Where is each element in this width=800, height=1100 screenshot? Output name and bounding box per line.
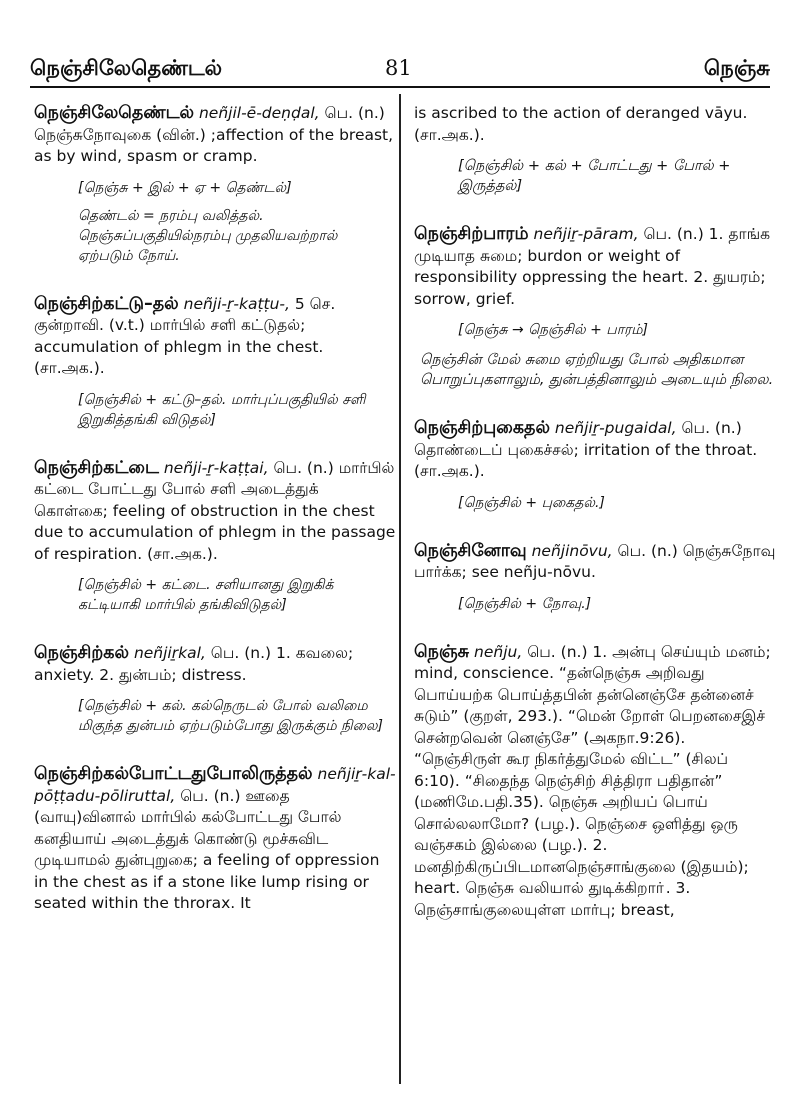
entry-headword: நெஞ்சினோவு	[414, 540, 527, 561]
page-header	[0, 0, 800, 92]
entry-etymology: [நெஞ்சில் + கட்டை. சளியானது இறுகிக் கட்டியாகி மார்பில் தங்கிவிடுதல்]	[78, 577, 334, 613]
left-column	[34, 103, 396, 1088]
entry-note: தெண்டல் = நரம்பு வலித்தல். நெஞ்சுப்பகுதியில்நரம்பு முதலியவற்றால் ஏற்படும் நோய்.	[78, 207, 338, 264]
entry-transliteration: neñjil-ē-deṇḍal,	[198, 104, 320, 122]
entry-headword: நெஞ்சிற்கல்போட்டதுபோலிருத்தல்	[34, 764, 313, 784]
entry-transliteration: neñjiṟ-pāram,	[533, 225, 639, 243]
entry-definition: பெ. (n.) மார்பில் கட்டை போட்டது போல் சளி அடைத்துக் கொள்கை; feeling of obstruction in the chest due to accumulation of phlegm in the passage of respiration. (சா.அக.).	[34, 458, 396, 563]
entry-headword: நெஞ்சிலேதெண்டல்	[34, 103, 195, 123]
dictionary-entry	[34, 294, 396, 430]
entry-transliteration: neñjiṟ-pugaidal,	[554, 419, 677, 437]
column-divider	[399, 94, 401, 1084]
entry-transliteration: neñji-ṟ-kaṭṭu-,	[183, 294, 290, 313]
entry-definition: பெ. (n.) ஊதை (வாயு)வினால் மார்பில் கல்போட்டது போல் கனதியாய் அடைத்துக் கொண்டு மூச்சுவிட முடியாமல் துன்புறுகை; a feeling of oppression in the chest as if a stone like lump rising or seated within the throrax. It	[34, 786, 380, 912]
entry-definition: பெ. (n.) 1. தாங்க முடியாத சுமை; burdon or weight of responsibility oppressing the heart. 2. துயரம்; sorrow, grief.	[414, 225, 771, 308]
entry-headword: நெஞ்சிற்புகைதல்	[414, 418, 550, 438]
entry-transliteration: neñjiṟkal,	[133, 644, 206, 662]
dictionary-entry	[34, 643, 396, 736]
entry-etymology: [நெஞ்சில் + கல் + போட்டது + போல் + இருத்தல்]	[458, 158, 731, 194]
dictionary-entry	[414, 418, 776, 513]
page-number: 81	[385, 56, 412, 80]
dictionary-entry	[34, 458, 396, 616]
entry-definition: பெ. (n.) நெஞ்சுநோவு பார்க்க; see neñju-nōvu.	[414, 541, 776, 581]
entry-transliteration: neñjiṟ-kal-pōṭṭadu-pōliruttal,	[34, 765, 396, 805]
entry-definition: பெ. (n.) நெஞ்சுநோவுகை (வின்.) ;affection of the breast, as by wind, spasm or cramp.	[34, 104, 394, 165]
entry-headword: நெஞ்சிற்கல்	[34, 643, 129, 663]
entry-headword: நெஞ்சிற்கட்டை	[34, 457, 159, 478]
entry-etymology: [நெஞ்சில் + கட்டு–தல். மார்புப்பகுதியில் சளி இறுகித்தங்கி விடுதல்]	[78, 391, 366, 428]
entry-etymology: [நெஞ்சில் + நோவு.]	[458, 595, 592, 612]
entry-transliteration: neñji-ṟ-kaṭṭai,	[163, 458, 269, 477]
entry-headword: நெஞ்சு	[414, 641, 470, 662]
entry-continuation: is ascribed to the action of deranged vāyu. (சா.அக.).	[414, 104, 748, 144]
entry-headword: நெஞ்சிற்கட்டு–தல்	[34, 293, 179, 314]
entry-transliteration: neñju,	[474, 642, 523, 661]
dictionary-entry	[34, 103, 396, 266]
header-left-headword: நெஞ்சிலேதெண்டல்	[30, 56, 223, 80]
entry-transliteration: neñjinōvu,	[531, 541, 613, 560]
right-column	[414, 103, 776, 1088]
entry-headword: நெஞ்சிற்பாரம்	[414, 224, 529, 244]
dictionary-entry	[34, 764, 396, 915]
dictionary-entry	[414, 224, 776, 390]
entry-definition: பெ. (n.) 1. கவலை; anxiety. 2. துன்பம்; distress.	[34, 644, 354, 684]
dictionary-entry	[414, 541, 776, 614]
entry-etymology: [நெஞ்சில் + கல். கல்நெருடல் போல் வலிமை மிகுந்த துன்பம் ஏற்படும்போது இருக்கும் நிலை]	[78, 698, 383, 734]
entry-note: நெஞ்சின் மேல் சுமை ஏற்றியது போல் அதிகமான பொறுப்புகளாலும், துன்பத்தினாலும் அடையும் நிலை.	[420, 352, 774, 388]
header-rule	[30, 86, 770, 88]
header-right-headword: நெஞ்சு	[703, 56, 770, 80]
entry-definition: பெ. (n.) 1. அன்பு செய்யும் மனம்; mind, conscience. “தன்நெஞ்சு அறிவது பொய்யற்க பொய்த்தபின் தன்னெஞ்சே தன்னைச் சுடும்” (குறள், 293.). “மென் றோள் பெறனசைஇச் சென்றவென் னெஞ்சே” (அகநா.9:26). “நெஞ்சிருள் கூர நிகர்த்துமேல் விட்ட” (சிலப் 6:10). “சிதைந்த நெஞ்சிற் சித்திரா பதிதான்” (மணிமே.பதி.35). நெஞ்சு அறியப் பொய் சொல்லலாமோ? (பழ.). நெஞ்சை ஒளித்து ஒரு வஞ்சகம் இல்லை (பழ.). 2. மனதிற்கிருப்பிடமானநெஞ்சாங்குலை (இதயம்); heart. நெஞ்சு வலியால் துடிக்கிறாா். 3. நெஞ்சாங்குலையுள்ள மார்பு; breast,	[414, 642, 771, 919]
entry-definition: 5 செ. குன்றாவி. (v.t.) மார்பில் சளி கட்டுதல்; accumulation of phlegm in the chest. (சா.அக.).	[34, 294, 336, 377]
dictionary-entry	[414, 642, 776, 922]
entry-etymology: [நெஞ்சில் + புகைதல்.]	[458, 494, 605, 511]
entry-etymology: [நெஞ்சு + இல் + ஏ + தெண்டல்]	[78, 179, 292, 196]
entry-definition: பெ. (n.) தொண்டைப் புகைச்சல்; irritation of the throat. (சா.அக.).	[414, 419, 758, 480]
entry-etymology: [நெஞ்சு → நெஞ்சில் + பாரம்]	[458, 322, 648, 338]
